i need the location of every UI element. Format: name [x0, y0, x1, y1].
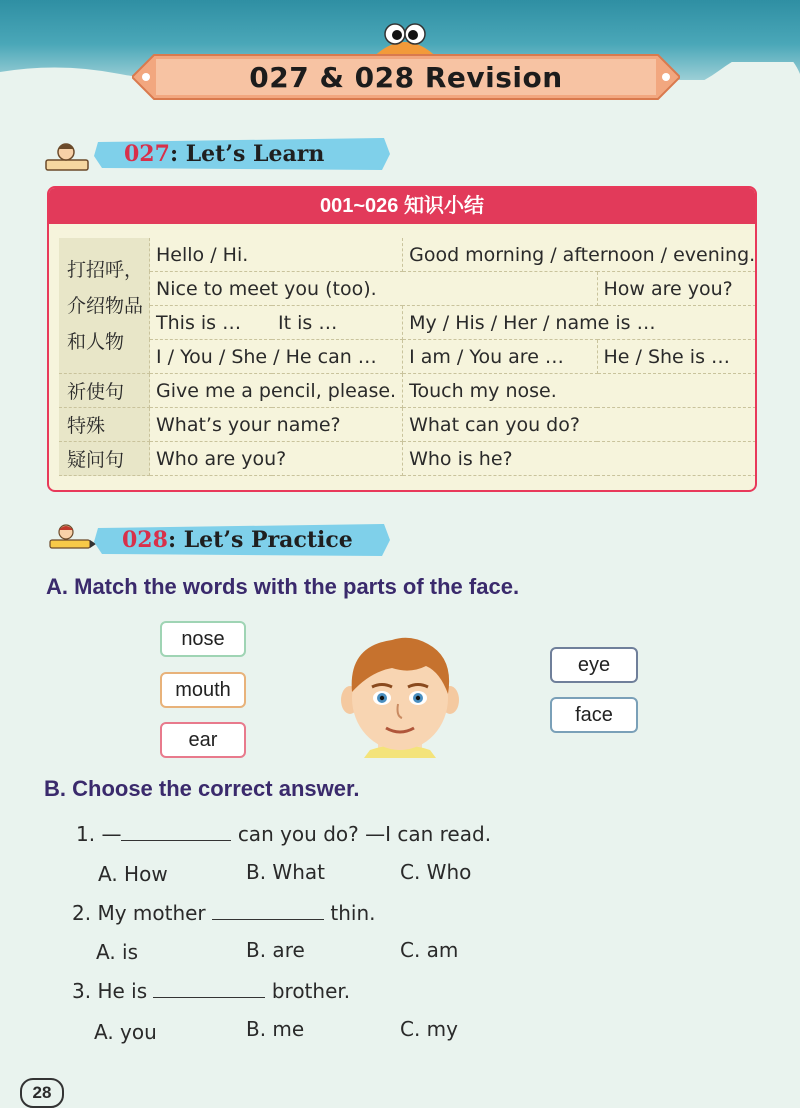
table-row [59, 408, 757, 442]
table-row [59, 306, 757, 340]
word-card-face[interactable]: face [550, 697, 638, 733]
table-cell: I / You / She / He can … [150, 340, 403, 374]
option-3a[interactable]: A. you [94, 1020, 157, 1044]
table-row [59, 442, 757, 476]
table-cell: My / His / Her / name is … [403, 306, 757, 340]
section-number: 028 [122, 527, 168, 553]
reading-child-icon [44, 140, 90, 174]
pencil-child-icon [46, 522, 96, 556]
option-3b[interactable]: B. me [246, 1017, 305, 1041]
summary-box [47, 186, 757, 492]
table-cell: Give me a pencil, please. [150, 374, 403, 408]
section-number: 027 [124, 141, 170, 167]
section-label: : Let’s Practice [167, 527, 353, 553]
part-a-title: A. Match the words with the parts of the face. [46, 574, 520, 599]
page-title: 027 & 028 Revision [249, 61, 563, 94]
word-card-ear[interactable]: ear [160, 722, 246, 758]
boy-face-illustration [340, 632, 460, 758]
word-card-mouth[interactable]: mouth [160, 672, 246, 708]
section-tag-practice [94, 522, 390, 558]
table-cell: Nice to meet you (too). [150, 272, 597, 306]
summary-table [59, 238, 757, 476]
category-imperative: 祈使句 [59, 374, 150, 408]
section-label: : Let’s Learn [169, 141, 325, 167]
table-cell: Touch my nose. [403, 374, 757, 408]
category-question-line2: 疑问句 [59, 442, 150, 476]
page-number: 28 [20, 1078, 64, 1108]
table-cell: It is … [272, 306, 403, 340]
table-cell: What can you do? [403, 408, 757, 442]
table-row [59, 272, 757, 306]
table-cell: Good morning / afternoon / evening. [403, 238, 757, 272]
table-cell: Who are you? [150, 442, 403, 476]
option-2a[interactable]: A. is [96, 940, 139, 964]
section-tag-learn [94, 136, 390, 172]
option-1b[interactable]: B. What [246, 860, 325, 884]
answer-blank[interactable] [153, 979, 265, 998]
table-row [59, 238, 757, 272]
answer-blank[interactable] [212, 901, 324, 920]
category-question-line1: 特殊 [59, 408, 150, 442]
table-cell: How are you? [597, 272, 757, 306]
table-row [59, 340, 757, 374]
question-1: 1. — can you do? —I can read. [76, 822, 492, 846]
option-3c[interactable]: C. my [400, 1017, 458, 1041]
table-row [59, 374, 757, 408]
table-cell: Hello / Hi. [150, 238, 403, 272]
summary-heading: 001~026 知识小结 [49, 188, 755, 224]
table-cell: He / She is … [597, 340, 757, 374]
table-cell: Who is he? [403, 442, 757, 476]
category-greeting: 打招呼， 介绍物品 和人物 [59, 238, 150, 374]
option-1a[interactable]: A. How [98, 862, 168, 886]
table-cell: I am / You are … [403, 340, 597, 374]
option-2c[interactable]: C. am [400, 938, 459, 962]
answer-blank[interactable] [121, 822, 231, 841]
question-3: 3. He is brother. [72, 979, 351, 1003]
option-2b[interactable]: B. are [246, 938, 305, 962]
table-cell: This is … [150, 306, 273, 340]
option-1c[interactable]: C. Who [400, 860, 472, 884]
question-2: 2. My mother thin. [72, 901, 376, 925]
part-b-title: B. Choose the correct answer. [44, 776, 360, 801]
word-card-eye[interactable]: eye [550, 647, 638, 683]
word-card-nose[interactable]: nose [160, 621, 246, 657]
table-cell: What’s your name? [150, 408, 403, 442]
